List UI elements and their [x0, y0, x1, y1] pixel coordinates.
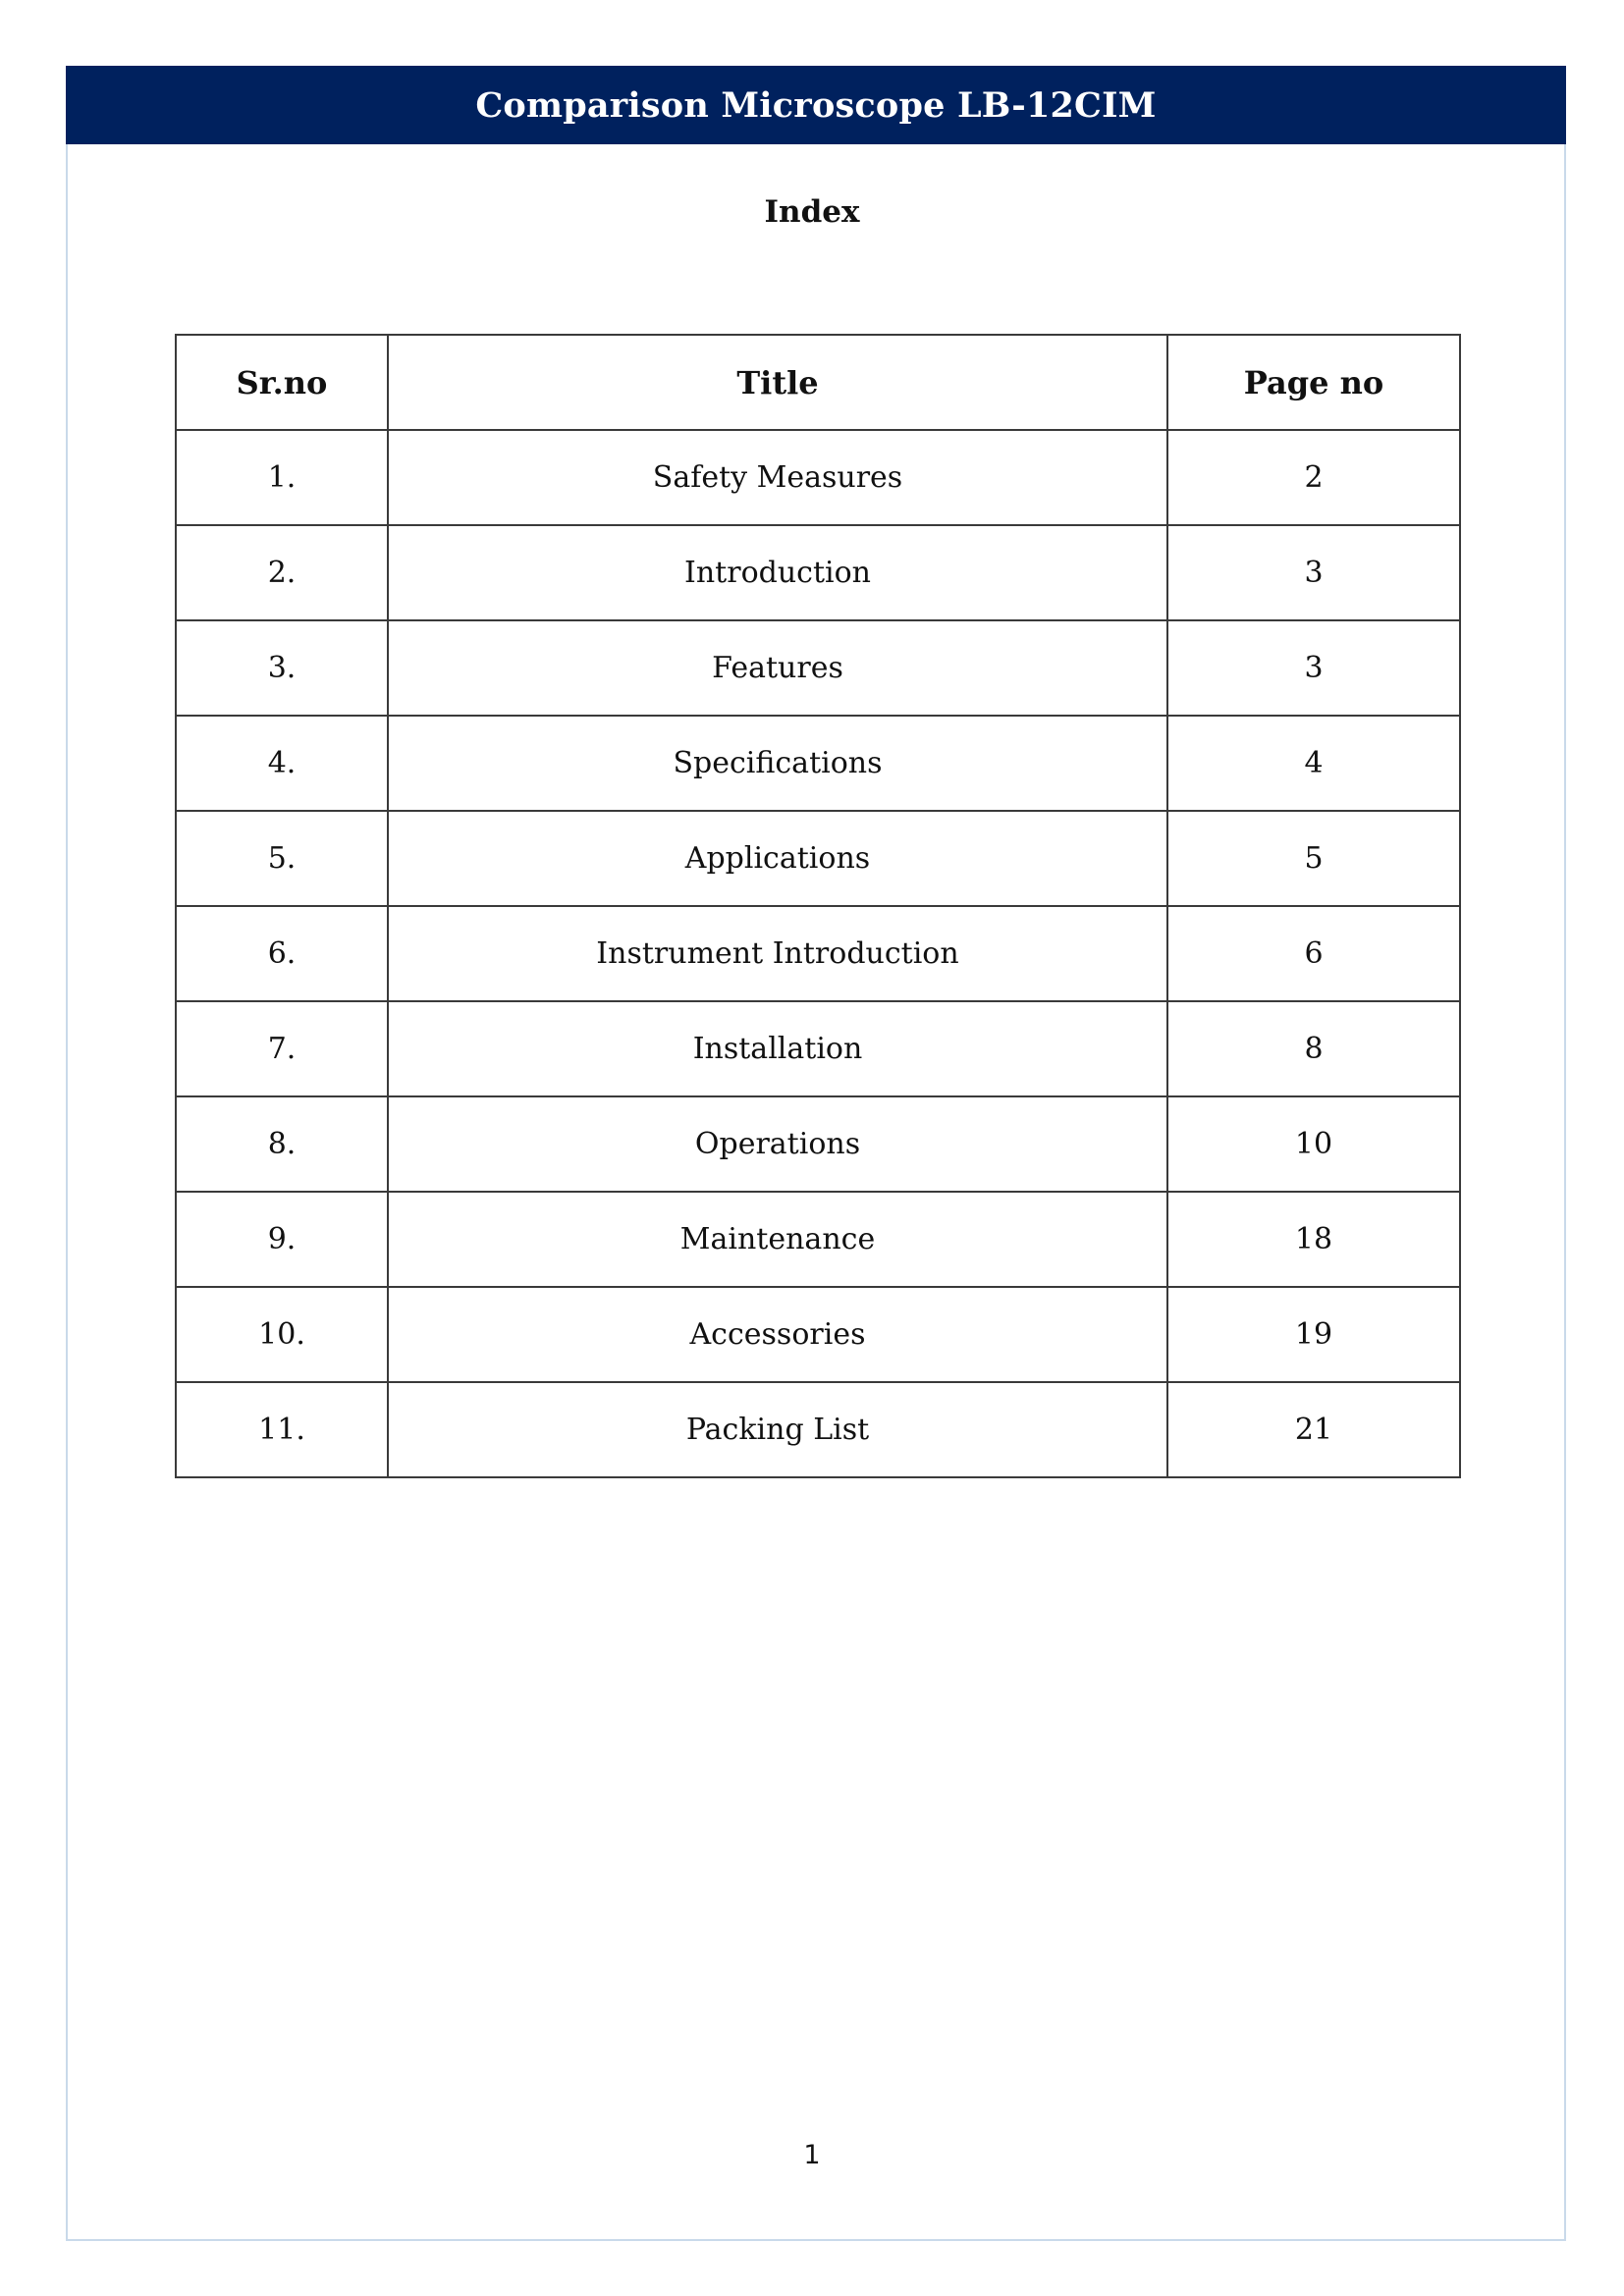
row-page-no: 10	[1167, 1096, 1460, 1192]
row-page-no: 5	[1167, 811, 1460, 906]
row-page-no: 21	[1167, 1382, 1460, 1477]
table-header-row	[176, 335, 1460, 430]
table-row	[176, 1001, 1460, 1096]
table-row	[176, 430, 1460, 525]
row-title: Specifications	[388, 716, 1167, 811]
index-heading: Index	[764, 194, 860, 230]
table-row	[176, 1192, 1460, 1287]
row-title: Applications	[388, 811, 1167, 906]
row-title: Packing List	[388, 1382, 1167, 1477]
row-sr-no: 6.	[176, 906, 388, 1001]
row-sr-no: 4.	[176, 716, 388, 811]
row-sr-no: 7.	[176, 1001, 388, 1096]
row-sr-no: 5.	[176, 811, 388, 906]
table-row	[176, 1287, 1460, 1382]
row-sr-no: 9.	[176, 1192, 388, 1287]
row-title: Maintenance	[388, 1192, 1167, 1287]
row-title: Safety Measures	[388, 430, 1167, 525]
table-row	[176, 811, 1460, 906]
row-page-no: 4	[1167, 716, 1460, 811]
row-title: Accessories	[388, 1287, 1167, 1382]
row-title: Introduction	[388, 525, 1167, 620]
row-page-no: 6	[1167, 906, 1460, 1001]
row-page-no: 2	[1167, 430, 1460, 525]
row-title: Operations	[388, 1096, 1167, 1192]
row-sr-no: 10.	[176, 1287, 388, 1382]
document-header	[66, 66, 1566, 144]
page-number: 1	[803, 2140, 821, 2170]
table-row	[176, 716, 1460, 811]
table-row	[176, 1382, 1460, 1477]
row-title: Instrument Introduction	[388, 906, 1167, 1001]
row-sr-no: 11.	[176, 1382, 388, 1477]
row-title: Installation	[388, 1001, 1167, 1096]
row-sr-no: 8.	[176, 1096, 388, 1192]
row-sr-no: 1.	[176, 430, 388, 525]
row-page-no: 19	[1167, 1287, 1460, 1382]
column-header-page-no: Page no	[1167, 335, 1460, 430]
document-title: Comparison Microscope LB-12CIM	[475, 84, 1157, 126]
table-row	[176, 906, 1460, 1001]
column-header-title: Title	[388, 335, 1167, 430]
row-page-no: 8	[1167, 1001, 1460, 1096]
table-row	[176, 1096, 1460, 1192]
row-sr-no: 3.	[176, 620, 388, 716]
row-title: Features	[388, 620, 1167, 716]
column-header-sr-no: Sr.no	[176, 335, 388, 430]
row-page-no: 18	[1167, 1192, 1460, 1287]
row-sr-no: 2.	[176, 525, 388, 620]
row-page-no: 3	[1167, 620, 1460, 716]
table-row	[176, 525, 1460, 620]
table-row	[176, 620, 1460, 716]
row-page-no: 3	[1167, 525, 1460, 620]
index-table	[175, 334, 1461, 1478]
